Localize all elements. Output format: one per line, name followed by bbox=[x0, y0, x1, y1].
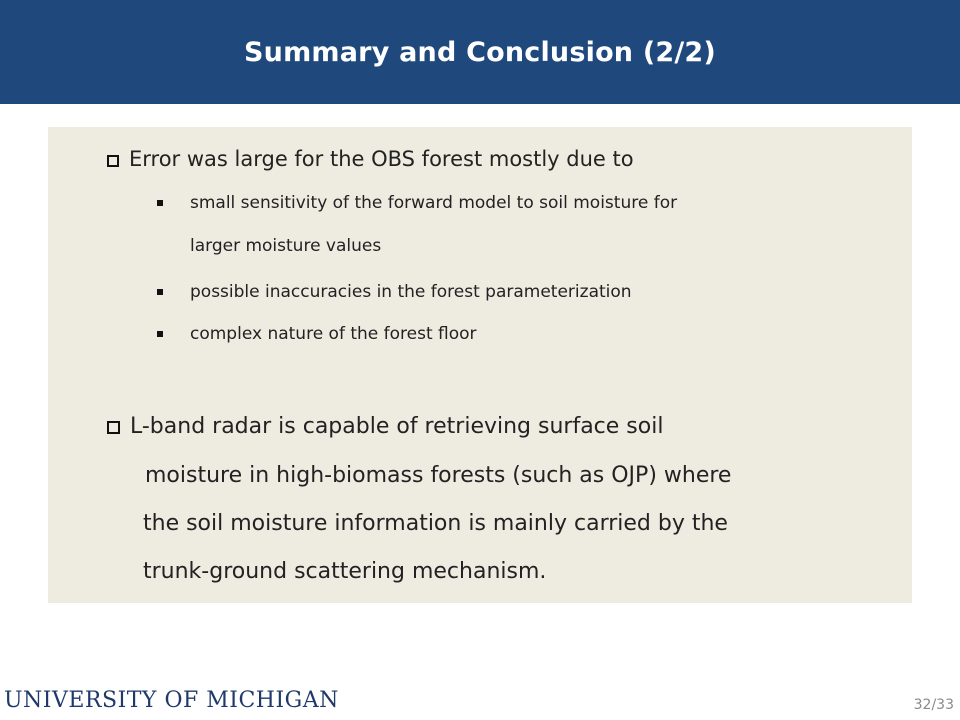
slide-header bbox=[0, 0, 960, 104]
bullet-2-line-2: moisture in high-biomass forests (such as OJP) where bbox=[145, 463, 732, 488]
page-number: 32/33 bbox=[913, 697, 954, 713]
university-name: UNIVERSITY OF MICHIGAN bbox=[4, 687, 339, 713]
bullet-2 bbox=[107, 414, 663, 439]
square-bullet-icon bbox=[157, 289, 163, 295]
sub-bullet-2: possible inaccuracies in the forest parameterization bbox=[190, 282, 632, 302]
sub-bullet-1-line-1: small sensitivity of the forward model to soil moisture for bbox=[190, 193, 678, 213]
checkbox-bullet-icon bbox=[107, 155, 119, 167]
checkbox-bullet-icon bbox=[107, 421, 120, 434]
sub-bullet-3: complex nature of the forest floor bbox=[190, 324, 477, 344]
square-bullet-icon bbox=[157, 200, 163, 206]
bullet-2-line-3: the soil moisture information is mainly carried by the bbox=[143, 511, 728, 536]
bullet-1-text: Error was large for the OBS forest mostly due to bbox=[129, 147, 634, 171]
bullet-1 bbox=[107, 147, 634, 171]
square-bullet-icon bbox=[157, 331, 163, 337]
slide-title: Summary and Conclusion (2/2) bbox=[244, 36, 716, 68]
bullet-2-line-4: trunk-ground scattering mechanism. bbox=[143, 559, 547, 584]
university-logo bbox=[0, 680, 339, 720]
bullet-2-line-1: L-band radar is capable of retrieving surface soil bbox=[130, 414, 664, 439]
sub-bullet-1-line-2: larger moisture values bbox=[190, 236, 382, 256]
